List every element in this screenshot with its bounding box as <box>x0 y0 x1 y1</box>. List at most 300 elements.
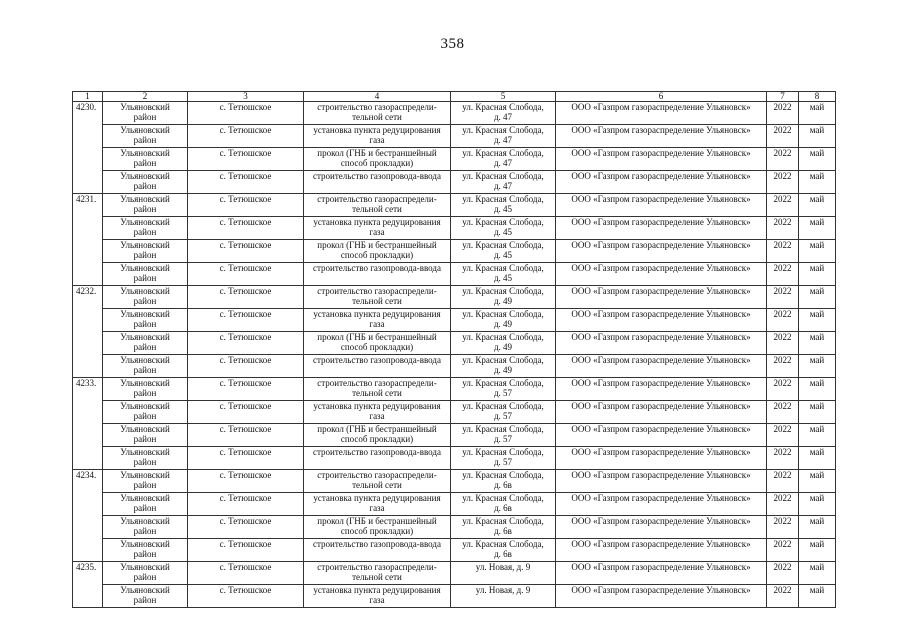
district-line: Ульяновский <box>120 493 170 503</box>
organization-cell: ООО «Газпром газораспределение Ульяновск» <box>556 194 767 217</box>
month-cell: май <box>799 401 836 424</box>
organization-cell: ООО «Газпром газораспределение Ульяновск» <box>556 240 767 263</box>
year-cell: 2022 <box>767 125 799 148</box>
work-type-cell <box>304 125 451 148</box>
work-type-line: газа <box>369 318 385 329</box>
district-line: район <box>133 203 157 214</box>
work-type-cell <box>304 516 451 539</box>
district-cell <box>103 470 188 493</box>
row-number-cell <box>73 240 103 263</box>
work-type-line: строительство газопровода-ввода <box>313 447 441 457</box>
address-line: д. 47 <box>493 180 513 191</box>
address-cell <box>451 562 556 585</box>
work-type-cell <box>304 401 451 424</box>
district-cell <box>103 332 188 355</box>
address-line: ул. Красная Слобода, <box>462 171 544 181</box>
settlement-cell: с. Тетюшское <box>188 263 304 286</box>
table-row <box>73 401 836 424</box>
year-cell: 2022 <box>767 240 799 263</box>
organization-cell: ООО «Газпром газораспределение Ульяновск» <box>556 286 767 309</box>
settlement-cell: с. Тетюшское <box>188 148 304 171</box>
row-number-cell <box>73 217 103 240</box>
district-line: Ульяновский <box>120 424 170 434</box>
year-cell: 2022 <box>767 171 799 194</box>
column-header: 4 <box>304 92 451 102</box>
address-cell <box>451 194 556 217</box>
month-cell: май <box>799 539 836 562</box>
district-line: район <box>133 479 157 490</box>
table-row <box>73 562 836 585</box>
settlement-cell: с. Тетюшское <box>188 240 304 263</box>
address-line: д. 45 <box>493 226 513 237</box>
address-line: ул. Красная Слобода, <box>462 125 544 135</box>
district-line: Ульяновский <box>120 447 170 457</box>
work-type-line: газа <box>369 594 385 605</box>
settlement-cell: с. Тетюшское <box>188 585 304 608</box>
settlement-cell: с. Тетюшское <box>188 332 304 355</box>
district-line: Ульяновский <box>120 470 170 480</box>
row-number-cell <box>73 493 103 516</box>
table-row <box>73 424 836 447</box>
work-type-line: тельной сети <box>352 479 402 490</box>
district-line: район <box>133 318 157 329</box>
organization-cell: ООО «Газпром газораспределение Ульяновск» <box>556 516 767 539</box>
month-cell: май <box>799 240 836 263</box>
row-number-cell <box>73 539 103 562</box>
address-cell <box>451 470 556 493</box>
settlement-cell: с. Тетюшское <box>188 378 304 401</box>
address-line: д. 57 <box>493 456 513 467</box>
table-row <box>73 470 836 493</box>
district-line: район <box>133 456 157 467</box>
work-type-line: прокол (ГНБ и бестраншейный <box>317 424 437 434</box>
work-type-cell <box>304 171 451 194</box>
work-type-cell <box>304 424 451 447</box>
address-line: д. 47 <box>493 111 513 122</box>
work-type-line: строительство газораспредели- <box>317 286 437 296</box>
column-header: 5 <box>451 92 556 102</box>
settlement-cell: с. Тетюшское <box>188 286 304 309</box>
work-type-line: тельной сети <box>352 571 402 582</box>
work-type-cell <box>304 470 451 493</box>
district-line: район <box>133 387 157 398</box>
district-line: Ульяновский <box>120 332 170 342</box>
address-line: д. 49 <box>493 318 513 329</box>
row-number-cell <box>73 355 103 378</box>
address-line: д. 6в <box>494 502 512 513</box>
address-line: д. 49 <box>493 364 513 375</box>
organization-cell: ООО «Газпром газораспределение Ульяновск» <box>556 585 767 608</box>
address-line: д. 57 <box>493 387 513 398</box>
work-type-line: установка пункта редуцирования <box>313 401 441 411</box>
work-type-cell <box>304 493 451 516</box>
organization-cell: ООО «Газпром газораспределение Ульяновск» <box>556 447 767 470</box>
district-line: район <box>133 249 157 260</box>
row-number-cell <box>73 171 103 194</box>
column-header: 2 <box>103 92 188 102</box>
organization-cell: ООО «Газпром газораспределение Ульяновск» <box>556 332 767 355</box>
row-number-cell: 4232. <box>73 286 103 309</box>
organization-cell: ООО «Газпром газораспределение Ульяновск» <box>556 309 767 332</box>
work-type-line: тельной сети <box>352 295 402 306</box>
year-cell: 2022 <box>767 286 799 309</box>
address-line: ул. Красная Слобода, <box>462 516 544 526</box>
address-line: ул. Красная Слобода, <box>462 102 544 112</box>
year-cell: 2022 <box>767 424 799 447</box>
settlement-cell: с. Тетюшское <box>188 562 304 585</box>
year-cell: 2022 <box>767 194 799 217</box>
address-cell <box>451 493 556 516</box>
month-cell: май <box>799 148 836 171</box>
district-line: район <box>133 433 157 444</box>
district-cell <box>103 562 188 585</box>
address-cell <box>451 240 556 263</box>
address-line: ул. Новая, д. 9 <box>475 562 531 572</box>
row-number-cell <box>73 424 103 447</box>
work-type-cell <box>304 286 451 309</box>
organization-cell: ООО «Газпром газораспределение Ульяновск» <box>556 424 767 447</box>
settlement-cell: с. Тетюшское <box>188 539 304 562</box>
row-number-cell <box>73 332 103 355</box>
address-line: ул. Новая, д. 9 <box>475 585 531 595</box>
month-cell: май <box>799 171 836 194</box>
district-cell <box>103 171 188 194</box>
work-type-line: способ прокладки) <box>340 249 414 260</box>
column-header: 6 <box>556 92 767 102</box>
registry-table <box>72 91 836 608</box>
table-row <box>73 447 836 470</box>
row-number-cell <box>73 148 103 171</box>
work-type-cell <box>304 539 451 562</box>
district-cell <box>103 539 188 562</box>
district-cell <box>103 263 188 286</box>
row-number-cell <box>73 401 103 424</box>
organization-cell: ООО «Газпром газораспределение Ульяновск» <box>556 378 767 401</box>
address-line: ул. Красная Слобода, <box>462 148 544 158</box>
district-line: Ульяновский <box>120 125 170 135</box>
year-cell: 2022 <box>767 447 799 470</box>
year-cell: 2022 <box>767 309 799 332</box>
address-line: ул. Красная Слобода, <box>462 378 544 388</box>
address-line: д. 49 <box>493 341 513 352</box>
work-type-line: прокол (ГНБ и бестраншейный <box>317 240 437 250</box>
organization-cell: ООО «Газпром газораспределение Ульяновск» <box>556 355 767 378</box>
settlement-cell: с. Тетюшское <box>188 309 304 332</box>
row-number-cell <box>73 516 103 539</box>
district-cell <box>103 217 188 240</box>
district-line: район <box>133 525 157 536</box>
district-cell <box>103 585 188 608</box>
month-cell: май <box>799 493 836 516</box>
district-line: Ульяновский <box>120 217 170 227</box>
table-row <box>73 263 836 286</box>
work-type-line: прокол (ГНБ и бестраншейный <box>317 516 437 526</box>
settlement-cell: с. Тетюшское <box>188 194 304 217</box>
table-row <box>73 148 836 171</box>
address-line: д. 6в <box>494 525 512 536</box>
year-cell: 2022 <box>767 562 799 585</box>
district-line: Ульяновский <box>120 171 170 181</box>
district-cell <box>103 148 188 171</box>
row-number-cell <box>73 125 103 148</box>
work-type-cell <box>304 447 451 470</box>
work-type-cell <box>304 148 451 171</box>
work-type-line: установка пункта редуцирования <box>313 217 441 227</box>
table-row <box>73 493 836 516</box>
work-type-line: строительство газопровода-ввода <box>313 539 441 549</box>
table-row <box>73 539 836 562</box>
year-cell: 2022 <box>767 355 799 378</box>
district-line: район <box>133 295 157 306</box>
district-line: район <box>133 180 157 191</box>
district-line: район <box>133 134 157 145</box>
column-header: 3 <box>188 92 304 102</box>
address-cell <box>451 516 556 539</box>
district-cell <box>103 240 188 263</box>
settlement-cell: с. Тетюшское <box>188 470 304 493</box>
month-cell: май <box>799 217 836 240</box>
organization-cell: ООО «Газпром газораспределение Ульяновск» <box>556 470 767 493</box>
month-cell: май <box>799 447 836 470</box>
table-row <box>73 309 836 332</box>
row-number-cell: 4231. <box>73 194 103 217</box>
month-cell: май <box>799 355 836 378</box>
district-line: Ульяновский <box>120 355 170 365</box>
month-cell: май <box>799 194 836 217</box>
organization-cell: ООО «Газпром газораспределение Ульяновск» <box>556 493 767 516</box>
year-cell: 2022 <box>767 470 799 493</box>
work-type-line: строительство газораспредели- <box>317 562 437 572</box>
address-line: ул. Красная Слобода, <box>462 493 544 503</box>
district-line: район <box>133 111 157 122</box>
month-cell: май <box>799 562 836 585</box>
address-line: д. 45 <box>493 272 513 283</box>
address-cell <box>451 263 556 286</box>
address-line: ул. Красная Слобода, <box>462 539 544 549</box>
address-cell <box>451 355 556 378</box>
work-type-line: строительство газораспредели- <box>317 470 437 480</box>
year-cell: 2022 <box>767 539 799 562</box>
table-row <box>73 217 836 240</box>
work-type-line: газа <box>369 226 385 237</box>
address-cell <box>451 378 556 401</box>
organization-cell: ООО «Газпром газораспределение Ульяновск» <box>556 263 767 286</box>
district-line: район <box>133 272 157 283</box>
work-type-cell <box>304 309 451 332</box>
address-line: ул. Красная Слобода, <box>462 194 544 204</box>
table-row <box>73 194 836 217</box>
month-cell: май <box>799 378 836 401</box>
district-cell <box>103 309 188 332</box>
district-cell <box>103 378 188 401</box>
table-row <box>73 102 836 125</box>
district-line: район <box>133 410 157 421</box>
work-type-line: установка пункта редуцирования <box>313 493 441 503</box>
address-line: д. 57 <box>493 433 513 444</box>
work-type-line: строительство газопровода-ввода <box>313 171 441 181</box>
work-type-line: строительство газопровода-ввода <box>313 263 441 273</box>
year-cell: 2022 <box>767 585 799 608</box>
address-cell <box>451 401 556 424</box>
work-type-line: газа <box>369 502 385 513</box>
row-number-cell: 4233. <box>73 378 103 401</box>
month-cell: май <box>799 125 836 148</box>
table-row <box>73 240 836 263</box>
address-cell <box>451 585 556 608</box>
district-line: Ульяновский <box>120 516 170 526</box>
month-cell: май <box>799 102 836 125</box>
address-line: д. 49 <box>493 295 513 306</box>
year-cell: 2022 <box>767 148 799 171</box>
district-line: район <box>133 571 157 582</box>
district-line: Ульяновский <box>120 378 170 388</box>
address-line: д. 47 <box>493 157 513 168</box>
address-line: д. 6в <box>494 479 512 490</box>
address-line: ул. Красная Слобода, <box>462 401 544 411</box>
work-type-cell <box>304 194 451 217</box>
work-type-line: способ прокладки) <box>340 157 414 168</box>
district-cell <box>103 355 188 378</box>
year-cell: 2022 <box>767 332 799 355</box>
work-type-line: тельной сети <box>352 203 402 214</box>
month-cell: май <box>799 309 836 332</box>
district-line: район <box>133 341 157 352</box>
district-line: Ульяновский <box>120 539 170 549</box>
district-line: Ульяновский <box>120 148 170 158</box>
address-cell <box>451 148 556 171</box>
row-number-cell: 4234. <box>73 470 103 493</box>
settlement-cell: с. Тетюшское <box>188 516 304 539</box>
table-row <box>73 125 836 148</box>
district-cell <box>103 516 188 539</box>
year-cell: 2022 <box>767 217 799 240</box>
district-line: Ульяновский <box>120 401 170 411</box>
district-line: район <box>133 157 157 168</box>
work-type-line: установка пункта редуцирования <box>313 585 441 595</box>
address-line: д. 45 <box>493 203 513 214</box>
table-row <box>73 585 836 608</box>
settlement-cell: с. Тетюшское <box>188 424 304 447</box>
settlement-cell: с. Тетюшское <box>188 493 304 516</box>
month-cell: май <box>799 424 836 447</box>
month-cell: май <box>799 516 836 539</box>
organization-cell: ООО «Газпром газораспределение Ульяновск» <box>556 148 767 171</box>
district-cell <box>103 286 188 309</box>
work-type-cell <box>304 240 451 263</box>
address-line: д. 57 <box>493 410 513 421</box>
settlement-cell: с. Тетюшское <box>188 125 304 148</box>
work-type-line: тельной сети <box>352 387 402 398</box>
page-number: 358 <box>440 36 465 52</box>
district-line: Ульяновский <box>120 309 170 319</box>
district-line: район <box>133 502 157 513</box>
address-cell <box>451 539 556 562</box>
address-line: д. 6в <box>494 548 512 559</box>
work-type-line: газа <box>369 134 385 145</box>
row-number-cell <box>73 263 103 286</box>
work-type-line: строительство газораспредели- <box>317 102 437 112</box>
work-type-cell <box>304 585 451 608</box>
district-line: район <box>133 548 157 559</box>
month-cell: май <box>799 470 836 493</box>
month-cell: май <box>799 332 836 355</box>
settlement-cell: с. Тетюшское <box>188 355 304 378</box>
column-header: 1 <box>73 92 103 102</box>
row-number-cell <box>73 585 103 608</box>
district-cell <box>103 424 188 447</box>
work-type-cell <box>304 217 451 240</box>
settlement-cell: с. Тетюшское <box>188 217 304 240</box>
work-type-line: строительство газораспредели- <box>317 378 437 388</box>
address-cell <box>451 332 556 355</box>
table-row <box>73 355 836 378</box>
work-type-line: способ прокладки) <box>340 433 414 444</box>
work-type-line: способ прокладки) <box>340 525 414 536</box>
table-row <box>73 516 836 539</box>
district-line: район <box>133 594 157 605</box>
address-cell <box>451 102 556 125</box>
table-row <box>73 286 836 309</box>
table-row <box>73 378 836 401</box>
settlement-cell: с. Тетюшское <box>188 401 304 424</box>
work-type-line: прокол (ГНБ и бестраншейный <box>317 332 437 342</box>
organization-cell: ООО «Газпром газораспределение Ульяновск» <box>556 171 767 194</box>
table-row <box>73 171 836 194</box>
district-cell <box>103 401 188 424</box>
year-cell: 2022 <box>767 378 799 401</box>
district-line: Ульяновский <box>120 240 170 250</box>
work-type-line: способ прокладки) <box>340 341 414 352</box>
district-line: Ульяновский <box>120 194 170 204</box>
address-cell <box>451 309 556 332</box>
column-header: 8 <box>799 92 836 102</box>
settlement-cell: с. Тетюшское <box>188 102 304 125</box>
work-type-line: установка пункта редуцирования <box>313 309 441 319</box>
district-line: Ульяновский <box>120 286 170 296</box>
address-cell <box>451 217 556 240</box>
year-cell: 2022 <box>767 263 799 286</box>
month-cell: май <box>799 263 836 286</box>
table-row <box>73 332 836 355</box>
address-line: ул. Красная Слобода, <box>462 470 544 480</box>
district-line: Ульяновский <box>120 585 170 595</box>
address-line: ул. Красная Слобода, <box>462 332 544 342</box>
year-cell: 2022 <box>767 516 799 539</box>
address-line: д. 47 <box>493 134 513 145</box>
settlement-cell: с. Тетюшское <box>188 171 304 194</box>
work-type-line: установка пункта редуцирования <box>313 125 441 135</box>
settlement-cell: с. Тетюшское <box>188 447 304 470</box>
month-cell: май <box>799 286 836 309</box>
work-type-cell <box>304 562 451 585</box>
address-line: ул. Красная Слобода, <box>462 217 544 227</box>
district-cell <box>103 493 188 516</box>
district-cell <box>103 447 188 470</box>
district-line: Ульяновский <box>120 562 170 572</box>
district-line: район <box>133 226 157 237</box>
work-type-cell <box>304 263 451 286</box>
address-line: ул. Красная Слобода, <box>462 263 544 273</box>
organization-cell: ООО «Газпром газораспределение Ульяновск» <box>556 102 767 125</box>
address-cell <box>451 171 556 194</box>
work-type-line: газа <box>369 410 385 421</box>
address-line: ул. Красная Слобода, <box>462 240 544 250</box>
organization-cell: ООО «Газпром газораспределение Ульяновск» <box>556 125 767 148</box>
address-line: ул. Красная Слобода, <box>462 309 544 319</box>
column-header: 7 <box>767 92 799 102</box>
work-type-line: прокол (ГНБ и бестраншейный <box>317 148 437 158</box>
address-line: ул. Красная Слобода, <box>462 447 544 457</box>
